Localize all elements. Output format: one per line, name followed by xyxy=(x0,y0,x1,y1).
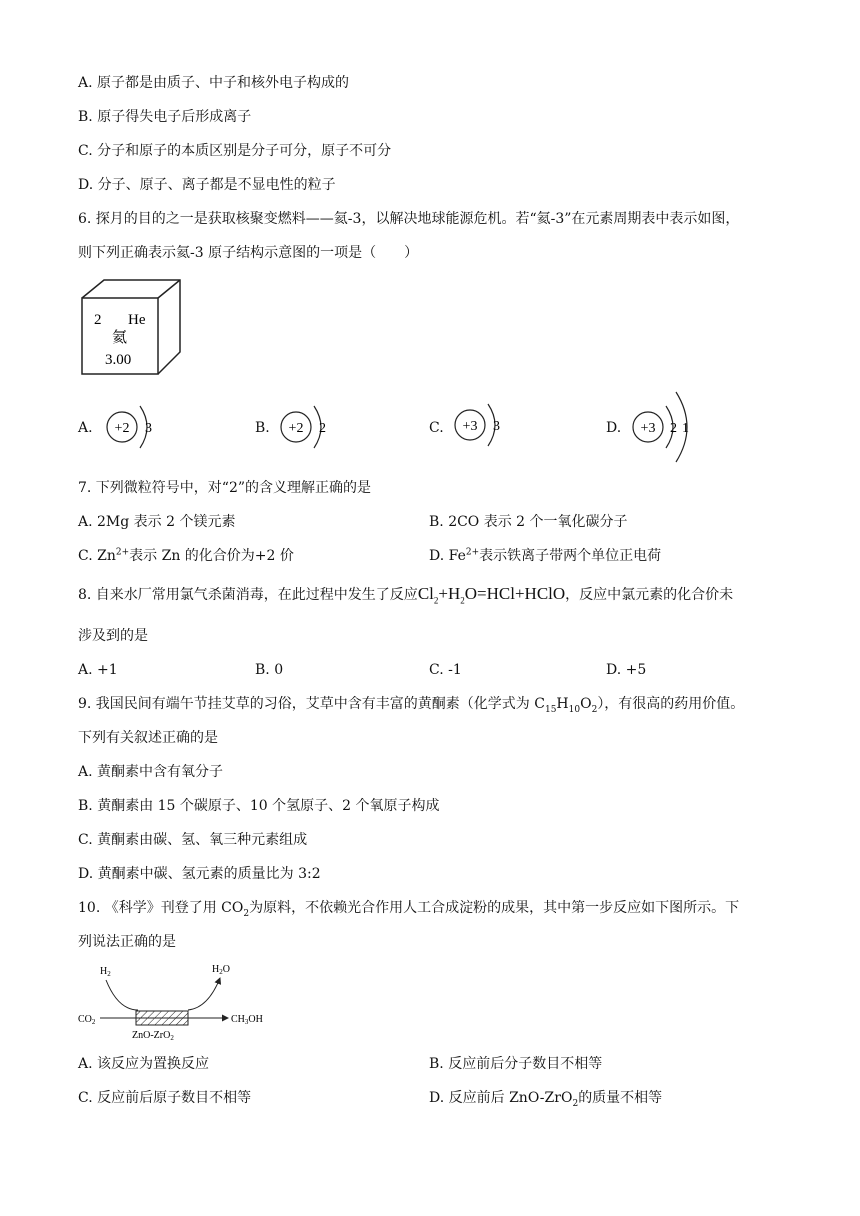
q10-post: 为原料，不依赖光合作用人工合成淀粉的成果，其中第一步反应如下图所示。下 xyxy=(249,900,740,916)
q10-option-c: C. 反应前后原子数目不相等 xyxy=(78,1090,252,1106)
eq-cl: Cl xyxy=(417,584,434,603)
q10-stem-line2: 列说法正确的是 xyxy=(78,934,176,950)
q8-stem-post: ，反应中氯元素的化合价未 xyxy=(565,587,734,603)
q8-option-d: D. +5 xyxy=(606,662,647,678)
nucleus-charge: +3 xyxy=(462,419,478,434)
q7-option-d xyxy=(429,546,661,566)
nucleus-charge: +2 xyxy=(288,421,304,436)
q7-d-charge: 2+ xyxy=(465,547,480,558)
q8-stem-line2: 涉及到的是 xyxy=(78,628,148,644)
q10-option-d xyxy=(429,1088,662,1108)
q6-option-d-diagram xyxy=(630,386,700,466)
q9-stem-line2: 下列有关叙述正确的是 xyxy=(78,730,218,746)
q7-stem: 7. 下列微粒符号中，对“2”的含义理解正确的是 xyxy=(78,480,372,496)
element-symbol: He xyxy=(128,312,146,328)
element-mass: 3.00 xyxy=(105,352,132,368)
q6-option-c-diagram xyxy=(452,400,512,456)
q9-h-count: 10 xyxy=(568,704,581,715)
q10-sub: 2 xyxy=(243,908,250,919)
q7-c-pre: C. Zn xyxy=(78,548,116,564)
q9-option-d: D. 黄酮素中碳、氢元素的质量比为 3:2 xyxy=(78,866,321,882)
shell-2-electrons: 1 xyxy=(682,421,689,436)
eq-rest: O=HCl+HClO xyxy=(464,584,566,603)
h2-label: $H_2$ xyxy=(100,966,111,978)
q6-option-b-label: B. xyxy=(255,420,270,436)
q5-option-a: A. 原子都是由质子、中子和核外电子构成的 xyxy=(78,75,350,91)
shell-electrons: 3 xyxy=(493,419,500,434)
q9-pre: 9. 我国民间有端午节挂艾草的习俗，艾草中含有丰富的黄酮素（化学式为 C xyxy=(78,696,545,712)
q5-option-b: B. 原子得失电子后形成离子 xyxy=(78,109,252,125)
q5-option-d: D. 分子、原子、离子都是不显电性的粒子 xyxy=(78,177,336,193)
q6-option-a-label: A. xyxy=(78,420,93,436)
q7-option-b: B. 2CO 表示 2 个一氧化碳分子 xyxy=(429,514,628,530)
q10-d-sub: 2 xyxy=(572,1098,579,1109)
q10-option-a: A. 该反应为置换反应 xyxy=(78,1056,210,1072)
eq-h-sub: 2 xyxy=(460,595,465,606)
q5-option-c: C. 分子和原子的本质区别是分子可分，原子不可分 xyxy=(78,143,392,159)
q10-option-b: B. 反应前后分子数目不相等 xyxy=(429,1056,603,1072)
q10-pre: 10. 《科学》刊登了用 CO xyxy=(78,900,244,916)
ch3oh-label: $CH_3OH$ xyxy=(231,1014,263,1026)
q10-stem-line1 xyxy=(78,898,739,918)
element-name: 氦 xyxy=(112,330,128,346)
element-atomic-number: 2 xyxy=(94,312,102,328)
nucleus-charge: +2 xyxy=(114,421,130,436)
q7-c-charge: 2+ xyxy=(115,547,130,558)
shell-electrons: 2 xyxy=(319,421,326,436)
q7-d-post: 表示铁离子带两个单位正电荷 xyxy=(479,548,662,564)
q10-d-pre: D. 反应前后 ZnO-ZrO xyxy=(429,1090,573,1106)
eq-plus-h: +H xyxy=(438,584,461,603)
q8-option-a: A. +1 xyxy=(78,662,118,678)
q7-option-a: A. 2Mg 表示 2 个镁元素 xyxy=(78,514,236,530)
q9-option-b: B. 黄酮素由 15 个碳原子、10 个氢原子、2 个氧原子构成 xyxy=(78,798,440,814)
eq-cl-sub: 2 xyxy=(433,595,439,606)
q9-option-c: C. 黄酮素由碳、氢、氧三种元素组成 xyxy=(78,832,308,848)
q6-stem-line2: 则下列正确表示氦-3 原子结构示意图的一项是（ ） xyxy=(78,245,419,261)
q7-option-c xyxy=(78,546,294,566)
q7-d-pre: D. Fe xyxy=(429,548,466,564)
q9-stem-line1 xyxy=(78,694,744,714)
q10-reaction-diagram xyxy=(78,960,278,1042)
q6-stem-line1: 6. 探月的目的之一是获取核聚变燃料——氦-3，以解决地球能源危机。若“氦-3”在元素周期表中表示如图， xyxy=(78,211,740,227)
co2-label: $CO_2$ xyxy=(78,1014,96,1026)
q9-o: O xyxy=(580,696,592,712)
q9-post: ），有很高的药用价值。 xyxy=(597,696,745,712)
q8-stem-pre: 8. 自来水厂常用氯气杀菌消毒，在此过程中发生了反应 xyxy=(78,587,418,603)
q9-o-count: 2 xyxy=(591,704,598,715)
nucleus-charge: +3 xyxy=(640,421,656,436)
q6-option-a-diagram xyxy=(104,400,164,456)
q8-equation xyxy=(417,584,566,606)
q8-stem-line1 xyxy=(78,584,733,605)
q9-option-a: A. 黄酮素中含有氧分子 xyxy=(78,764,224,780)
q10-d-post: 的质量不相等 xyxy=(578,1090,663,1106)
q6-option-d-label: D. xyxy=(606,420,622,436)
shell-electrons: 3 xyxy=(145,421,152,436)
shell-1-electrons: 2 xyxy=(670,421,677,436)
q6-option-c-label: C. xyxy=(429,420,444,436)
q8-option-b: B. 0 xyxy=(255,662,284,678)
q6-option-b-diagram xyxy=(278,400,338,456)
q8-option-c: C. -1 xyxy=(429,662,462,678)
h2o-label: $H_2O$ xyxy=(212,964,230,976)
element-card-diagram xyxy=(80,278,185,378)
catalyst-label: ZnO-ZrO$_2$ xyxy=(132,1030,174,1042)
q7-c-post: 表示 Zn 的化合价为+2 价 xyxy=(129,548,294,564)
q9-h: H xyxy=(556,696,569,712)
q9-c-count: 15 xyxy=(544,704,557,715)
